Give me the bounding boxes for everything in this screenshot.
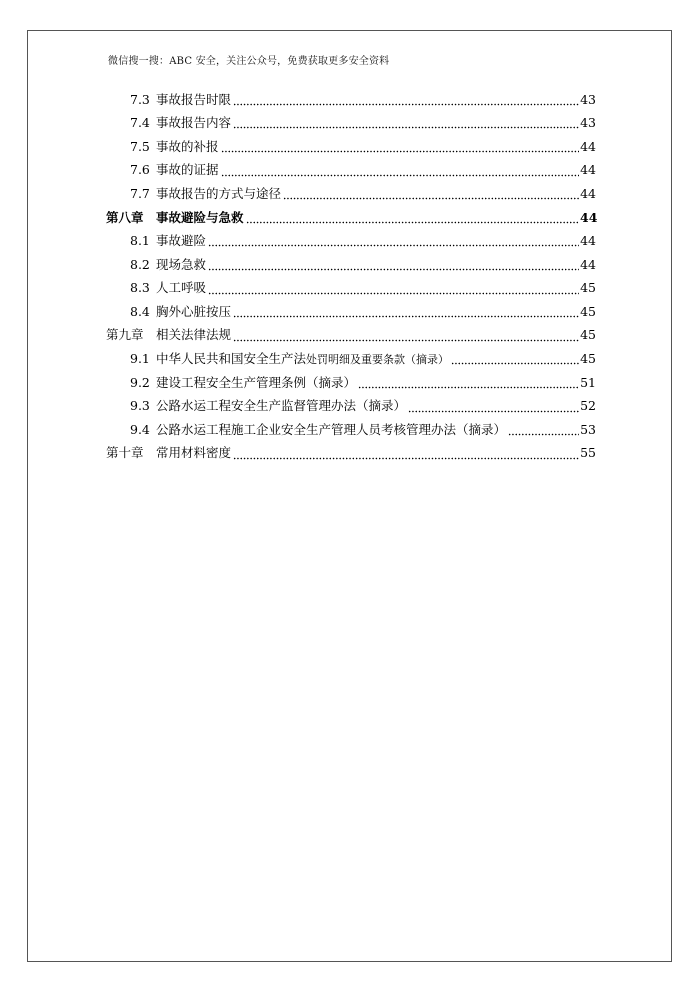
toc-entry-page: 52 [580,398,596,414]
toc-entry-title: 事故避险 [156,233,207,249]
toc-entry-page: 45 [580,303,596,319]
dot-leader [208,283,579,295]
toc-entry-title: 事故报告内容 [156,115,232,131]
dot-leader [208,235,579,247]
toc-entry-page: 53 [580,421,596,437]
toc-entry-page: 44 [580,138,596,154]
toc-entry-title: 现场急救 [156,256,207,272]
toc-entry-7-6[interactable] [106,159,596,183]
toc-entry-8-2[interactable] [106,253,596,277]
toc-chapter-title: 事故避险与急救 [156,209,244,225]
dot-leader [508,424,579,436]
dot-leader [233,330,579,342]
toc-entry-9-1[interactable] [106,348,596,372]
toc-entry-page: 45 [580,351,596,367]
dot-leader [283,188,579,200]
toc-chapter-page: 55 [580,445,596,461]
toc-chapter-title: 常用材料密度 [156,445,232,461]
toc-entry-number: 8.4 [130,303,150,319]
toc-entry-title: 事故报告的方式与途径 [156,185,282,201]
toc-entry-8-4[interactable] [106,300,596,324]
toc-chapter-number: 第九章 [106,327,144,343]
toc-entry-page: 43 [580,91,596,107]
toc-entry-9-4[interactable] [106,418,596,442]
toc-entry-9-2[interactable] [106,371,596,395]
toc-entry-page: 44 [580,162,596,178]
toc-entry-page: 43 [580,115,596,131]
toc-entry-title: 人工呼吸 [156,280,207,296]
toc-entry-number: 7.7 [130,185,150,201]
toc-chapter-10[interactable] [106,442,596,466]
toc-entry-number: 7.4 [130,115,150,131]
toc-entry-number: 9.3 [130,398,150,414]
toc-entry-7-5[interactable] [106,135,596,159]
toc-entry-number: 9.4 [130,421,150,437]
toc-entry-title: 事故报告时限 [156,91,232,107]
toc-entry-number: 9.2 [130,374,150,390]
dot-leader [221,165,579,177]
dot-leader [233,117,579,129]
toc-entry-number: 7.3 [130,91,150,107]
toc-entry-7-3[interactable] [106,88,596,112]
toc-entry-title: 公路水运工程施工企业安全生产管理人员考核管理办法（摘录） [156,421,507,437]
toc-entry-number: 7.5 [130,138,150,154]
toc-entry-number: 7.6 [130,162,150,178]
toc-entry-number: 8.1 [130,233,150,249]
toc-chapter-number: 第十章 [106,445,144,461]
toc-entry-title: 建设工程安全生产管理条例（摘录） [156,374,357,390]
toc-chapter-8[interactable] [106,206,596,230]
toc-entry-title-suffix: 处罚明细及重要条款（摘录） [306,352,450,366]
toc-entry-title: 公路水运工程安全生产监督管理办法（摘录） [156,398,407,414]
dot-leader [208,259,579,271]
dot-leader [408,401,579,413]
toc-entry-8-3[interactable] [106,277,596,301]
toc-entry-number: 8.3 [130,280,150,296]
dot-leader [451,353,579,365]
toc-chapter-page: 44 [580,209,598,225]
toc-entry-number: 9.1 [130,351,150,367]
dot-leader [233,448,579,460]
toc-entry-7-4[interactable] [106,112,596,136]
toc-entry-7-7[interactable] [106,182,596,206]
toc-chapter-title: 相关法律法规 [156,327,232,343]
toc-entry-number: 8.2 [130,256,150,272]
toc-entry-title: 中华人民共和国安全生产法 [156,351,307,367]
dot-leader [358,377,579,389]
toc-chapter-number: 第八章 [106,209,144,225]
toc-entry-page: 44 [580,185,596,201]
toc-entry-page: 51 [580,374,596,390]
toc-entry-8-1[interactable] [106,230,596,254]
toc-chapter-page: 45 [580,327,596,343]
toc-entry-9-3[interactable] [106,395,596,419]
table-of-contents [106,88,596,466]
toc-entry-title: 事故的补报 [156,138,219,154]
dot-leader [221,141,579,153]
toc-entry-title: 事故的证据 [156,162,219,178]
dot-leader [246,212,579,224]
dot-leader [233,306,579,318]
toc-chapter-9[interactable] [106,324,596,348]
page-header-text: 微信搜一搜：ABC 安全，关注公众号，免费获取更多安全资料 [108,56,390,67]
toc-entry-title: 胸外心脏按压 [156,303,232,319]
toc-entry-page: 44 [580,256,596,272]
toc-entry-page: 44 [580,233,596,249]
dot-leader [233,94,579,106]
toc-entry-page: 45 [580,280,596,296]
